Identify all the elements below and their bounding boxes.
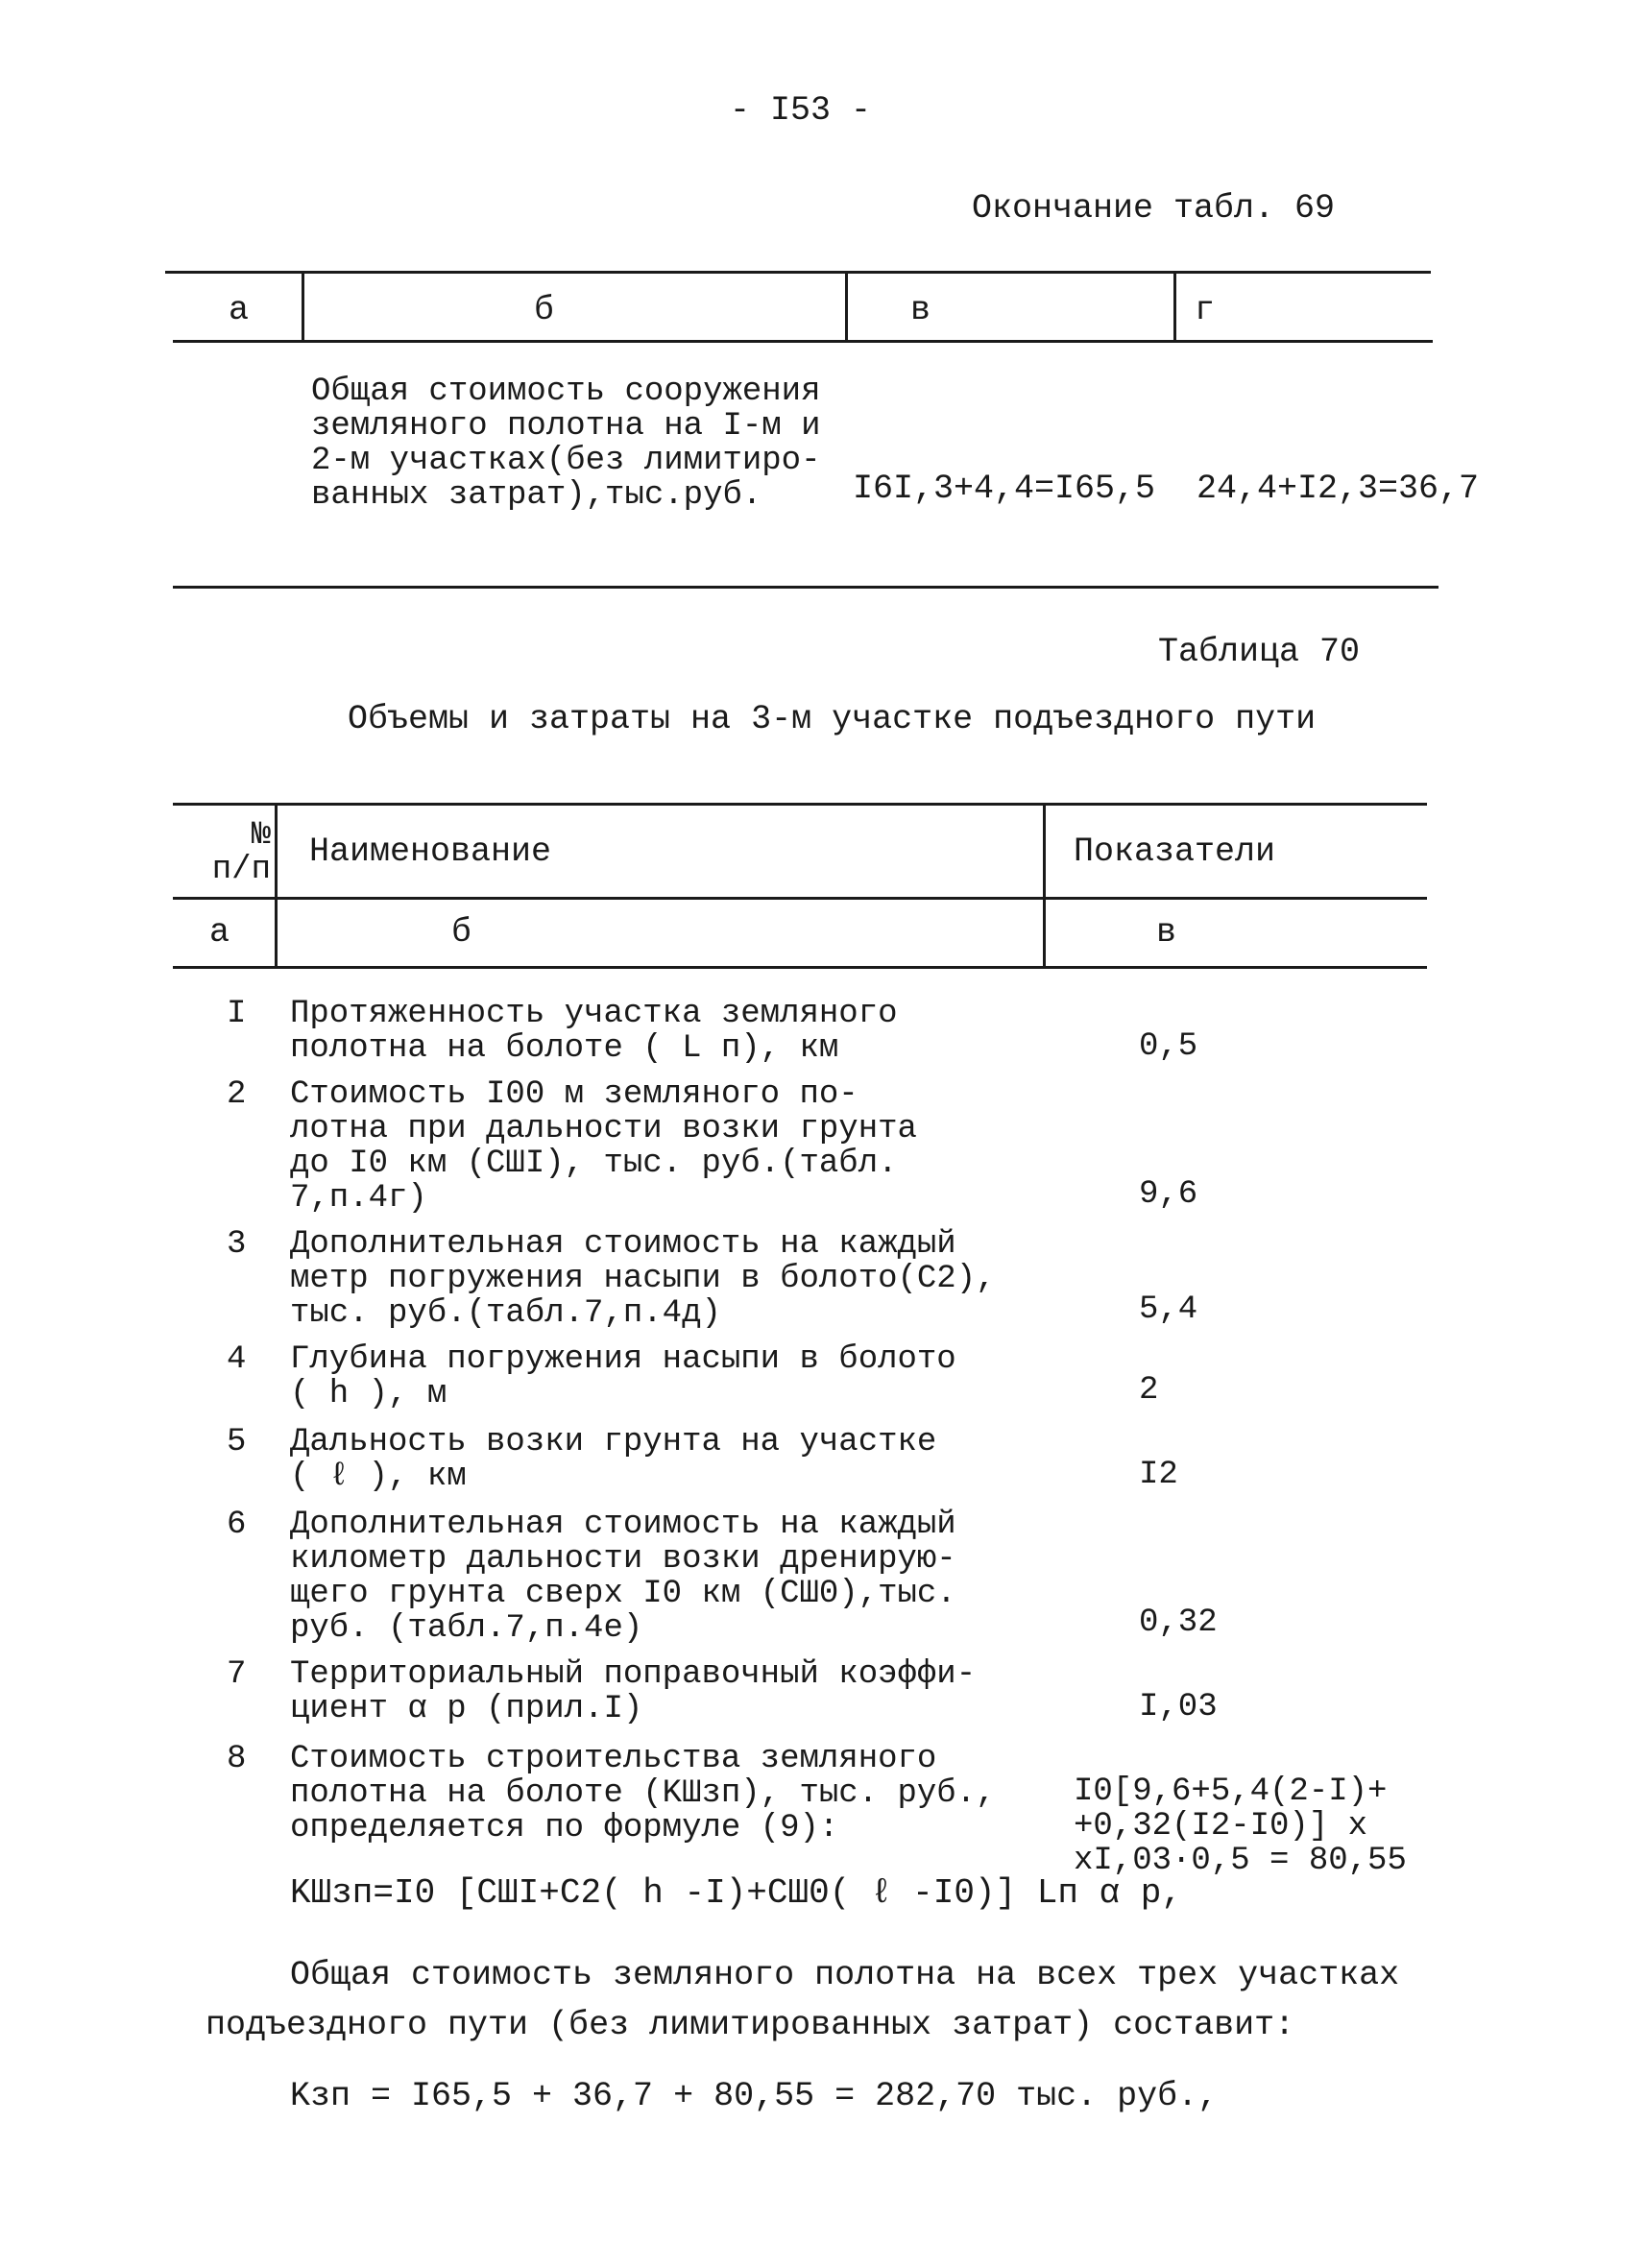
page-number: - I53 - (730, 91, 872, 130)
table69-header-b: б (534, 291, 555, 329)
table-row-value: 9,6 (1139, 1176, 1198, 1213)
table-row-num: 7 (227, 1656, 247, 1693)
cost-formula: KШзп=I0 [CШI+C2( h -I)+CШ0( ℓ -I0)] Lп α р, (290, 1873, 1182, 1913)
table69-col-divider (845, 273, 848, 342)
table70-letter-v: в (1156, 913, 1177, 952)
table70-header-name: Наименование (309, 832, 552, 871)
table-row-name: Протяженность участка земляного полотна на болоте ( L п), км (290, 996, 898, 1067)
table70-col-divider (1043, 805, 1046, 968)
table-row-name: Дополнительная стоимость на каждый метр погружения насыпи в болото(C2), тыс. руб.(табл.7,п.4д) (290, 1226, 996, 1332)
table69-header-v: в (910, 291, 931, 329)
table-row-num: I (227, 996, 247, 1032)
table-row-name: Территориальный поправочный коэффи- циент α р (прил.I) (290, 1656, 977, 1727)
table69-row-value-g: 24,4+I2,3=36,7 (1197, 470, 1480, 508)
table-row-num: 5 (227, 1424, 247, 1460)
table69-top-rule (165, 271, 1431, 274)
table70-letter-a: а (209, 913, 230, 952)
table-row-name: Стоимость строительства земляного полотна на болоте (KШзп), тыс. руб., определяется по формуле (9): (290, 1741, 996, 1846)
table-row-value: 0,32 (1139, 1604, 1218, 1641)
table70-header-rule (173, 897, 1427, 900)
table69-header-rule (173, 340, 1433, 343)
table-row-name: Глубина погружения насыпи в болото ( h ), м (290, 1341, 956, 1412)
table-row-value: I0[9,6+5,4(2-I)+ +0,32(I2-I0)] x xI,03·0,5 = 80,55 (1074, 1773, 1407, 1879)
table-row-name: Дальность возки грунта на участке ( ℓ ), км (290, 1424, 937, 1495)
table-row-num: 2 (227, 1076, 247, 1113)
table-row-value: 2 (1139, 1372, 1159, 1409)
table70-col-divider (275, 805, 278, 968)
summary-total: Kзп = I65,5 + 36,7 + 80,55 = 282,70 тыс. руб., (290, 2077, 1219, 2115)
table70-title: Объемы и затраты на 3-м участке подъездного пути (348, 700, 1317, 738)
table69-col-divider (302, 273, 304, 342)
table-row-value: I2 (1139, 1457, 1178, 1493)
table-row-name: Стоимость I00 м земляного по- лотна при дальности возки грунта до I0 км (CШI), тыс. руб.(табл. 7,п.4г) (290, 1076, 917, 1217)
table-row-value: 0,5 (1139, 1028, 1198, 1065)
table70-letter-b: б (451, 913, 472, 952)
summary-line-2: подъездного пути (без лимитированных затрат) составит: (206, 2006, 1295, 2044)
table69-col-divider (1173, 273, 1176, 342)
table70-letters-rule (173, 966, 1427, 969)
table70-header-num: № п/п (211, 817, 271, 888)
table-row-value: 5,4 (1139, 1291, 1198, 1328)
table70-top-rule (173, 803, 1427, 806)
summary-line-1: Общая стоимость земляного полотна на всех трех участках (290, 1956, 1400, 1994)
table70-caption: Таблица 70 (1158, 633, 1361, 671)
table69-row-value-v: I6I,3+4,4=I65,5 (853, 470, 1156, 508)
table69-header-a: а (229, 291, 250, 329)
table-row-num: 4 (227, 1341, 247, 1378)
table69-bottom-rule (173, 586, 1438, 589)
table69-header-g: г (1195, 291, 1216, 329)
table69-row-name: Общая стоимость сооружения земляного полотна на I-м и 2-м участках(без лимитиро- ванных затрат),тыс.руб. (311, 374, 821, 514)
table70-header-value: Показатели (1074, 832, 1276, 871)
table-row-name: Дополнительная стоимость на каждый километр дальности возки дренирую- щего грунта сверх I0 км (CШ0),тыс. руб. (табл.7,п.4е) (290, 1507, 956, 1647)
table69-caption: Окончание табл. 69 (972, 189, 1336, 228)
table-row-num: 6 (227, 1507, 247, 1543)
table-row-value: I,03 (1139, 1689, 1218, 1725)
table-row-num: 3 (227, 1226, 247, 1263)
table-row-num: 8 (227, 1741, 247, 1777)
